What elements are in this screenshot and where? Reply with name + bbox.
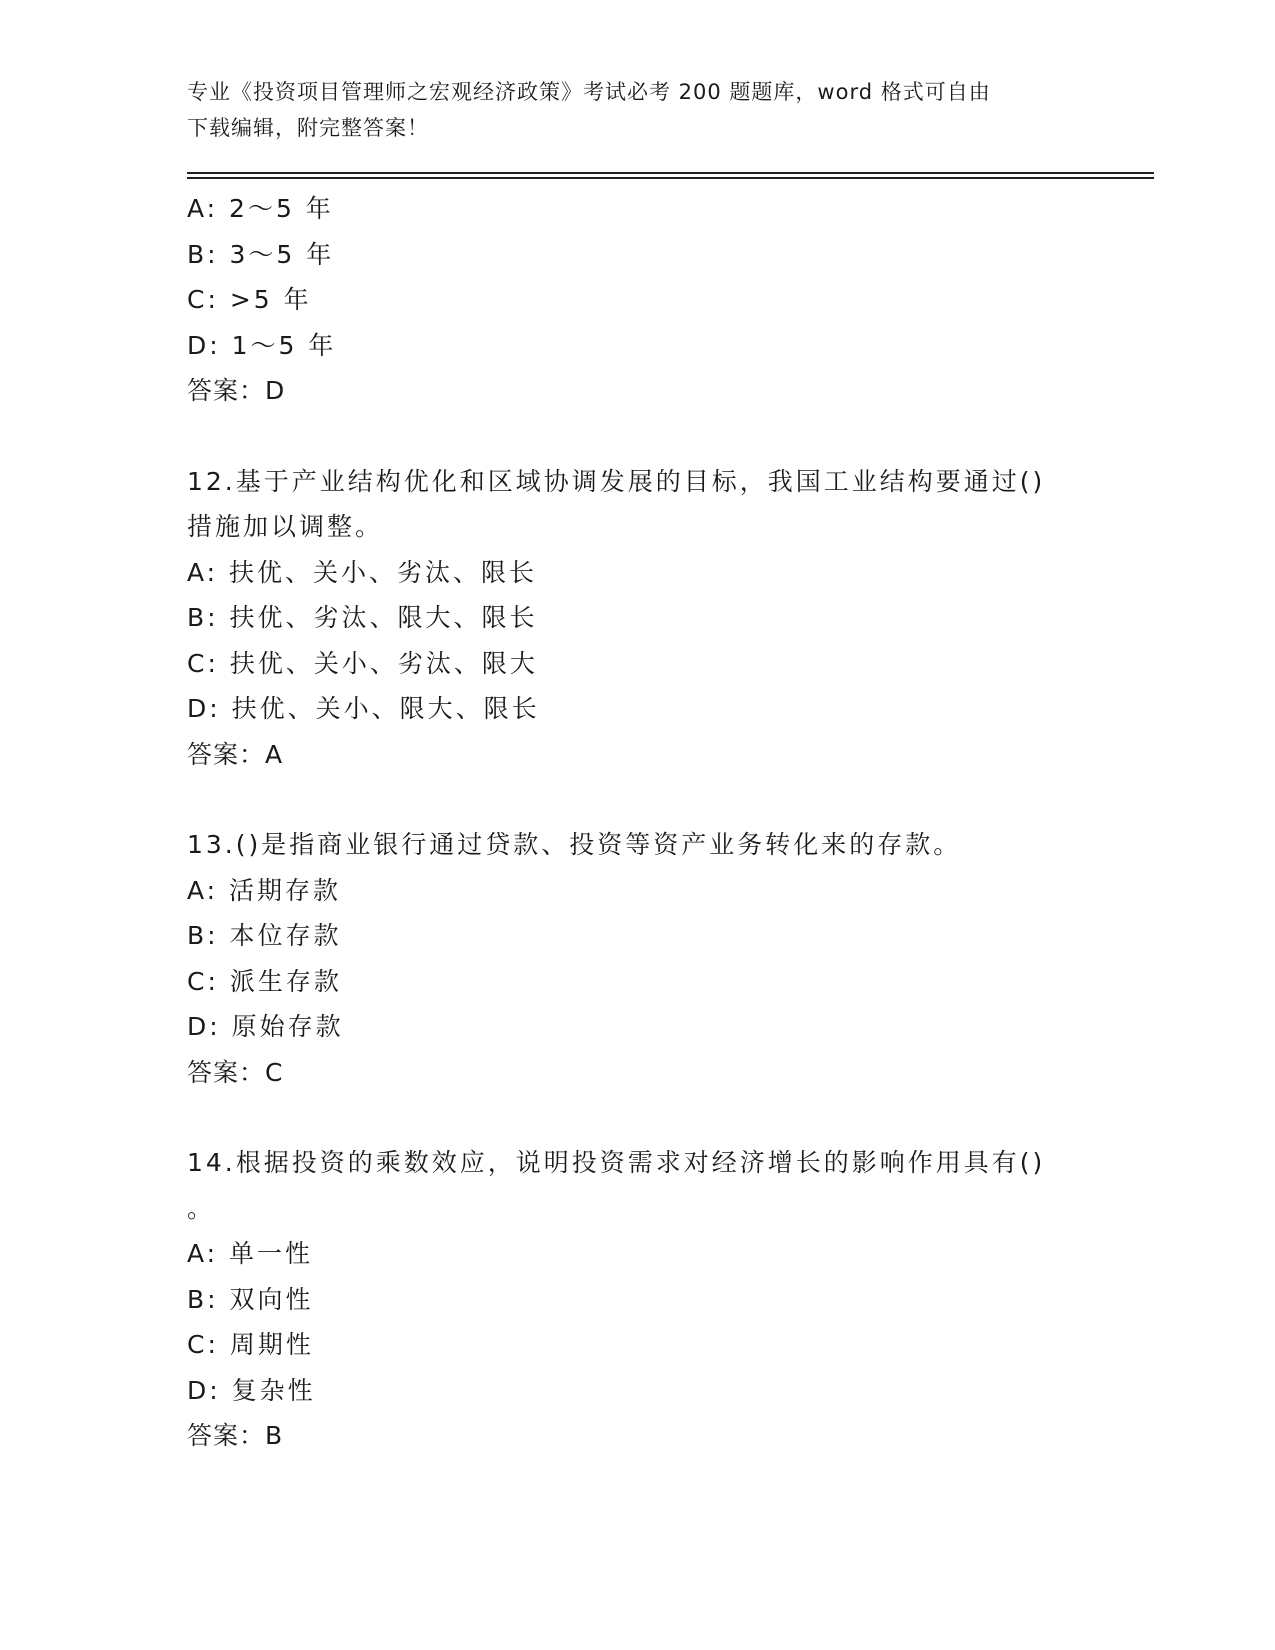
- option-b: B: 3～5 年: [187, 239, 335, 269]
- option-c: C: 周期性: [187, 1330, 314, 1359]
- answer: 答案：A: [187, 739, 284, 769]
- option-a: A: 扶优、关小、劣汰、限长: [187, 557, 538, 587]
- question-block-12: [187, 459, 1087, 778]
- option-a: A: 2～5 年: [187, 194, 334, 223]
- question-block-14: [187, 1140, 1087, 1459]
- option-b: B: 扶优、劣汰、限大、限长: [187, 603, 538, 632]
- option-d: D: 原始存款: [187, 1012, 344, 1041]
- option-d: D: 复杂性: [187, 1375, 316, 1405]
- option-b: B: 双向性: [187, 1284, 314, 1314]
- question-block-13: [187, 822, 1087, 1095]
- question-block-11: [187, 186, 1087, 414]
- question-list: [187, 186, 1087, 1459]
- option-d: D: 扶优、关小、限大、限长: [187, 694, 540, 723]
- answer: 答案：C: [187, 1057, 284, 1087]
- answer: 答案：D: [187, 376, 286, 405]
- option-a: A: 单一性: [187, 1239, 314, 1268]
- question-text-line-1: 12.基于产业结构优化和区域协调发展的目标，我国工业结构要通过(): [187, 466, 1046, 496]
- option-a: A: 活期存款: [187, 875, 342, 905]
- header-rule-upper: [187, 172, 1154, 174]
- question-text-line-1: 14.根据投资的乘数效应，说明投资需求对经济增长的影响作用具有(): [187, 1148, 1046, 1177]
- option-d: D: 1～5 年: [187, 330, 337, 360]
- question-text-line-2: 措施加以调整。: [187, 512, 384, 541]
- option-b: B: 本位存款: [187, 921, 342, 950]
- question-text-line-2: 。: [187, 1193, 216, 1223]
- answer: 答案：B: [187, 1421, 284, 1450]
- option-c: C: 派生存款: [187, 966, 342, 996]
- option-c: C: >5 年: [187, 285, 312, 314]
- question-text-line-1: 13.()是指商业银行通过贷款、投资等资产业务转化来的存款。: [187, 830, 962, 859]
- option-c: C: 扶优、关小、劣汰、限大: [187, 648, 538, 678]
- header-line-1: 专业《投资项目管理师之宏观经济政策》考试必考 200 题题库，word 格式可自由: [187, 80, 991, 104]
- header-line-2: 下载编辑，附完整答案！: [187, 116, 429, 140]
- document-header: [187, 74, 1087, 146]
- header-rule-lower: [187, 177, 1154, 179]
